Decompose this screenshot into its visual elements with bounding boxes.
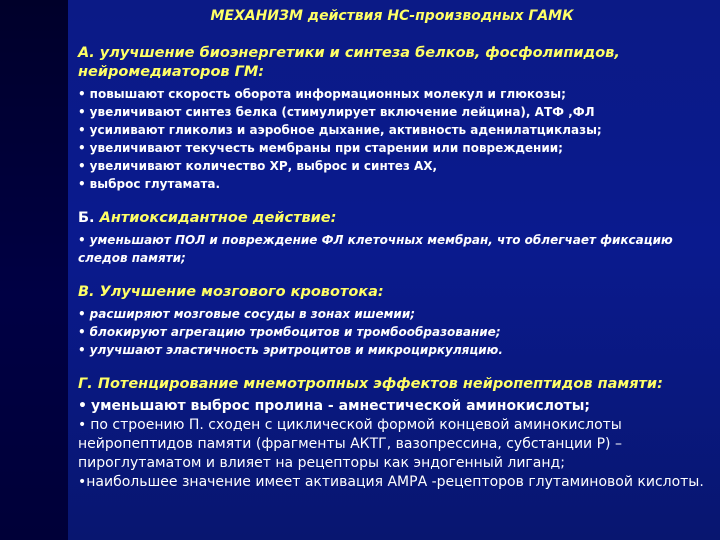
bullet-icon: • bbox=[78, 233, 86, 247]
left-decor-band bbox=[0, 0, 68, 540]
bullet-icon: • bbox=[78, 105, 86, 119]
section-b-letter: Б. bbox=[78, 210, 95, 226]
slide-content bbox=[78, 8, 706, 508]
list-item: • улучшают эластичность эритроцитов и микроциркуляцию. bbox=[78, 343, 503, 357]
section-b-heading bbox=[78, 209, 706, 228]
section-a-title: улучшение биоэнергетики и синтеза белков, фосфолипидов, нейромедиаторов ГМ: bbox=[78, 45, 620, 80]
list-item: • повышают скорость оборота информационных молекул и глюкозы; bbox=[78, 87, 566, 101]
bullet-icon: • bbox=[78, 177, 86, 191]
list-item: • увеличивают синтез белка (стимулирует включение лейцина), АТФ ,ФЛ bbox=[78, 105, 595, 119]
section-v-title: Улучшение мозгового кровотока: bbox=[99, 284, 384, 300]
section-a bbox=[78, 44, 706, 193]
list-item: • увеличивают текучесть мембраны при старении или повреждении; bbox=[78, 141, 563, 155]
slide-title: МЕХАНИЗМ действия НС-производных ГАМК bbox=[210, 8, 574, 24]
section-b bbox=[78, 209, 706, 267]
section-a-letter: А. bbox=[78, 45, 95, 61]
bullet-icon: • bbox=[78, 398, 87, 414]
section-a-heading bbox=[78, 44, 706, 82]
list-item: • увеличивают количество ХР, выброс и синтез АХ, bbox=[78, 159, 438, 173]
section-g bbox=[78, 375, 706, 492]
section-g-letter: Г. bbox=[78, 376, 93, 392]
bullet-icon: • bbox=[78, 159, 86, 173]
section-g-heading bbox=[78, 375, 706, 394]
bullet-icon: • bbox=[78, 307, 86, 321]
list-item: • выброс глутамата. bbox=[78, 177, 221, 191]
list-item: • уменьшают ПОЛ и повреждение ФЛ клеточных мембран, что облегчает фиксацию следов памяти; bbox=[78, 233, 673, 265]
section-g-title: Потенцирование мнемотропных эффектов нейропептидов памяти: bbox=[97, 376, 663, 392]
bullet-icon: • bbox=[78, 325, 86, 339]
bullet-icon: • bbox=[78, 123, 86, 137]
list-item: • расширяют мозговые сосуды в зонах ишемии; bbox=[78, 307, 416, 321]
list-item: • уменьшают выброс пролина - амнестической аминокислоты; bbox=[78, 398, 590, 414]
bullet-icon: • bbox=[78, 474, 87, 490]
section-a-list bbox=[78, 85, 706, 193]
list-item: • блокируют агрегацию тромбоцитов и тромбообразование; bbox=[78, 325, 501, 339]
section-g-list bbox=[78, 397, 706, 492]
bullet-icon: • bbox=[78, 141, 86, 155]
list-item: • усиливают гликолиз и аэробное дыхание, активность аденилатциклазы; bbox=[78, 123, 602, 137]
section-v bbox=[78, 283, 706, 359]
bullet-icon: • bbox=[78, 343, 86, 357]
bullet-icon: • bbox=[78, 87, 86, 101]
section-b-list bbox=[78, 231, 706, 267]
list-item: •наибольшее значение имеет активация АМРА -рецепторов глутаминовой кислоты. bbox=[78, 474, 704, 490]
bullet-icon: • bbox=[78, 417, 87, 433]
list-item: • по строению П. сходен с циклической формой концевой аминокислоты нейропептидов памяти (фрагменты АКТГ, вазопрессина, субстанции Р) – пироглутаматом и влияет на рецепторы как эндогенный лиганд; bbox=[78, 417, 622, 471]
section-v-heading bbox=[78, 283, 706, 302]
section-v-letter: В. bbox=[78, 284, 95, 300]
section-b-title: Антиоксидантное действие: bbox=[99, 210, 337, 226]
section-v-list bbox=[78, 305, 706, 359]
